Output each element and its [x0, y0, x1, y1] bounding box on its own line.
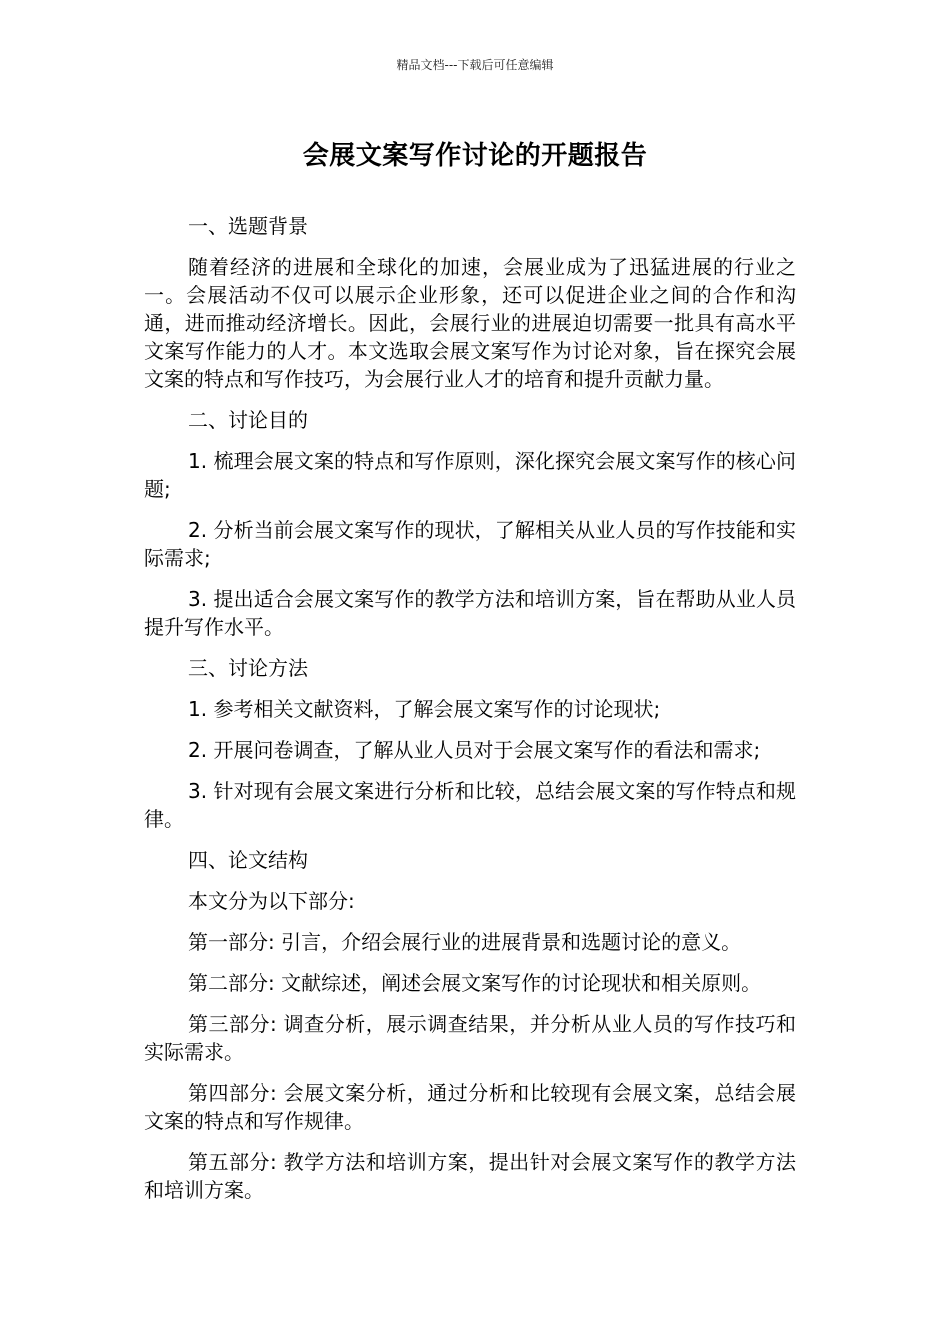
method-item-2: 2. 开展问卷调查，了解从业人员对于会展文案写作的看法和需求;: [188, 738, 761, 762]
section-heading-method: 三、讨论方法: [188, 656, 308, 680]
structure-part-3: 第三部分: 调查分析，展示调查结果，并分析从业人员的写作技巧和实际需求。: [144, 1012, 796, 1064]
structure-part-1: 第一部分: 引言，介绍会展行业的进展背景和选题讨论的意义。: [188, 930, 742, 954]
structure-part-4: 第四部分: 会展文案分析，通过分析和比较现有会展文案，总结会展文案的特点和写作规律。: [144, 1081, 796, 1133]
purpose-item-3: 3. 提出适合会展文案写作的教学方法和培训方案，旨在帮助从业人员提升写作水平。: [144, 587, 796, 639]
section-heading-structure: 四、论文结构: [188, 848, 308, 872]
method-item-1: 1. 参考相关文献资料，了解会展文案写作的讨论现状;: [188, 697, 661, 721]
structure-part-5: 第五部分: 教学方法和培训方案，提出针对会展文案写作的教学方法和培训方案。: [144, 1150, 796, 1202]
structure-intro: 本文分为以下部分:: [188, 889, 355, 913]
purpose-item-1: 1. 梳理会展文案的特点和写作原则，深化探究会展文案写作的核心问题;: [144, 449, 796, 501]
page-header: 精品文档---下载后可任意编辑: [396, 58, 554, 72]
background-paragraph: 随着经济的进展和全球化的加速，会展业成为了迅猛进展的行业之一。会展活动不仅可以展示企业形象，还可以促进企业之间的合作和沟通，进而推动经济增长。因此，会展行业的进展迫切需要一批具有高水平文案写作能力的人才。本文选取会展文案写作为讨论对象，旨在探究会展文案的特点和写作技巧，为会展行业人才的培育和提升贡献力量。: [144, 255, 796, 391]
section-heading-background: 一、选题背景: [188, 214, 308, 238]
method-item-3: 3. 针对现有会展文案进行分析和比较，总结会展文案的写作特点和规律。: [144, 779, 796, 831]
document-body: [144, 212, 796, 1217]
purpose-item-2: 2. 分析当前会展文案写作的现状，了解相关从业人员的写作技能和实际需求;: [144, 518, 796, 570]
document-title: 会展文案写作讨论的开题报告: [302, 141, 648, 171]
section-heading-purpose: 二、讨论目的: [188, 408, 308, 432]
structure-part-2: 第二部分: 文献综述，阐述会展文案写作的讨论现状和相关原则。: [188, 971, 762, 995]
